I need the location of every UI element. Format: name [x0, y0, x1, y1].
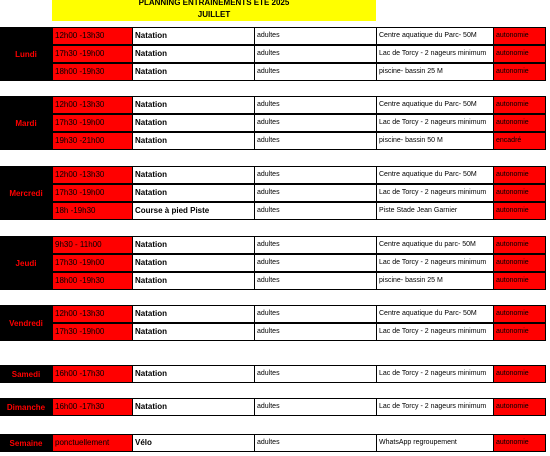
- session-public: adultes: [255, 27, 377, 45]
- session-mode: autonomie: [494, 305, 546, 323]
- table-row: [52, 254, 546, 272]
- day-label-vendredi: Vendredi: [0, 305, 52, 341]
- session-location: Lac de Torcy - 2 nageurs minimum: [377, 184, 494, 202]
- session-activity: Natation: [133, 236, 255, 254]
- session-activity: Natation: [133, 166, 255, 184]
- table-row: [52, 45, 546, 63]
- session-activity: Natation: [133, 96, 255, 114]
- day-label-semaine: Semaine: [0, 434, 52, 452]
- session-location: Centre aquatique du parc- 50M: [377, 236, 494, 254]
- session-location: piscine- bassin 25 M: [377, 63, 494, 81]
- session-activity: Natation: [133, 27, 255, 45]
- session-activity: Course à pied Piste: [133, 202, 255, 220]
- session-location: piscine- bassin 50 M: [377, 132, 494, 150]
- session-time: ponctuellement: [52, 434, 133, 452]
- table-row: [52, 272, 546, 290]
- session-location: WhatsApp regroupement: [377, 434, 494, 452]
- session-public: adultes: [255, 305, 377, 323]
- session-public: adultes: [255, 45, 377, 63]
- table-row: [52, 184, 546, 202]
- session-time: 12h00 -13h30: [52, 305, 133, 323]
- session-time: 12h00 -13h30: [52, 166, 133, 184]
- session-time: 17h30 -19h00: [52, 254, 133, 272]
- table-row: [52, 365, 546, 383]
- session-time: 19h30 -21h00: [52, 132, 133, 150]
- session-activity: Natation: [133, 132, 255, 150]
- session-mode: autonomie: [494, 63, 546, 81]
- session-time: 18h00 -19h30: [52, 63, 133, 81]
- session-public: adultes: [255, 63, 377, 81]
- table-row: [52, 63, 546, 81]
- day-label-samedi: Samedi: [0, 365, 52, 383]
- session-public: adultes: [255, 166, 377, 184]
- session-mode: encadré: [494, 132, 546, 150]
- month-label: JUILLET: [52, 9, 376, 21]
- session-public: adultes: [255, 202, 377, 220]
- session-mode: autonomie: [494, 434, 546, 452]
- session-time: 18h00 -19h30: [52, 272, 133, 290]
- session-location: Centre aquatique du Parc- 50M: [377, 27, 494, 45]
- session-mode: autonomie: [494, 236, 546, 254]
- session-location: Lac de Torcy - 2 nageurs minimum: [377, 398, 494, 416]
- session-location: Lac de Torcy - 2 nageurs minimum: [377, 365, 494, 383]
- table-row: [52, 434, 546, 452]
- session-activity: Natation: [133, 398, 255, 416]
- session-public: adultes: [255, 132, 377, 150]
- session-location: Lac de Torcy - 2 nageurs minimum: [377, 45, 494, 63]
- session-public: adultes: [255, 184, 377, 202]
- day-label-mercredi: Mercredi: [0, 166, 52, 220]
- session-activity: Natation: [133, 114, 255, 132]
- session-location: Centre aquatique du Parc- 50M: [377, 96, 494, 114]
- session-time: 17h30 -19h00: [52, 323, 133, 341]
- session-time: 18h -19h30: [52, 202, 133, 220]
- session-public: adultes: [255, 114, 377, 132]
- session-location: Centre aquatique du Parc- 50M: [377, 166, 494, 184]
- session-mode: autonomie: [494, 96, 546, 114]
- session-activity: Natation: [133, 305, 255, 323]
- day-label-mardi: Mardi: [0, 96, 52, 150]
- table-row: [52, 323, 546, 341]
- session-public: adultes: [255, 434, 377, 452]
- session-public: adultes: [255, 236, 377, 254]
- session-activity: Vélo: [133, 434, 255, 452]
- session-activity: Natation: [133, 184, 255, 202]
- session-mode: autonomie: [494, 272, 546, 290]
- session-mode: autonomie: [494, 398, 546, 416]
- table-row: [52, 132, 546, 150]
- session-location: Piste Stade Jean Garnier: [377, 202, 494, 220]
- session-time: 17h30 -19h00: [52, 184, 133, 202]
- session-public: adultes: [255, 254, 377, 272]
- session-mode: autonomie: [494, 27, 546, 45]
- session-public: adultes: [255, 323, 377, 341]
- day-label-lundi: Lundi: [0, 27, 52, 81]
- page-title: PLANNING ENTRAINEMENTS ETE 2025: [52, 0, 376, 9]
- session-location: Lac de Torcy - 2 nageurs minimum: [377, 114, 494, 132]
- session-mode: autonomie: [494, 184, 546, 202]
- table-row: [52, 305, 546, 323]
- session-activity: Natation: [133, 272, 255, 290]
- session-public: adultes: [255, 96, 377, 114]
- session-mode: autonomie: [494, 166, 546, 184]
- table-row: [52, 398, 546, 416]
- session-activity: Natation: [133, 45, 255, 63]
- table-row: [52, 114, 546, 132]
- session-location: Lac de Torcy - 2 nageurs minimum: [377, 323, 494, 341]
- session-mode: autonomie: [494, 365, 546, 383]
- session-activity: Natation: [133, 63, 255, 81]
- session-activity: Natation: [133, 365, 255, 383]
- session-mode: autonomie: [494, 323, 546, 341]
- session-public: adultes: [255, 272, 377, 290]
- table-row: [52, 202, 546, 220]
- session-time: 12h00 -13h30: [52, 96, 133, 114]
- session-mode: autonomie: [494, 114, 546, 132]
- session-location: Lac de Torcy - 2 nageurs minimum: [377, 254, 494, 272]
- session-time: 9h30 - 11h00: [52, 236, 133, 254]
- table-row: [52, 236, 546, 254]
- session-public: adultes: [255, 398, 377, 416]
- session-time: 17h30 -19h00: [52, 114, 133, 132]
- session-mode: autonomie: [494, 202, 546, 220]
- day-label-jeudi: Jeudi: [0, 236, 52, 290]
- session-time: 17h30 -19h00: [52, 45, 133, 63]
- table-row: [52, 166, 546, 184]
- table-row: [52, 27, 546, 45]
- session-activity: Natation: [133, 323, 255, 341]
- session-location: Centre aquatique du Parc- 50M: [377, 305, 494, 323]
- session-activity: Natation: [133, 254, 255, 272]
- session-mode: autonomie: [494, 45, 546, 63]
- session-time: 12h00 -13h30: [52, 27, 133, 45]
- table-row: [52, 96, 546, 114]
- session-time: 16h00 -17h30: [52, 365, 133, 383]
- session-mode: autonomie: [494, 254, 546, 272]
- day-label-dimanche: Dimanche: [0, 398, 52, 416]
- session-time: 16h00 -17h30: [52, 398, 133, 416]
- session-public: adultes: [255, 365, 377, 383]
- session-location: piscine- bassin 25 M: [377, 272, 494, 290]
